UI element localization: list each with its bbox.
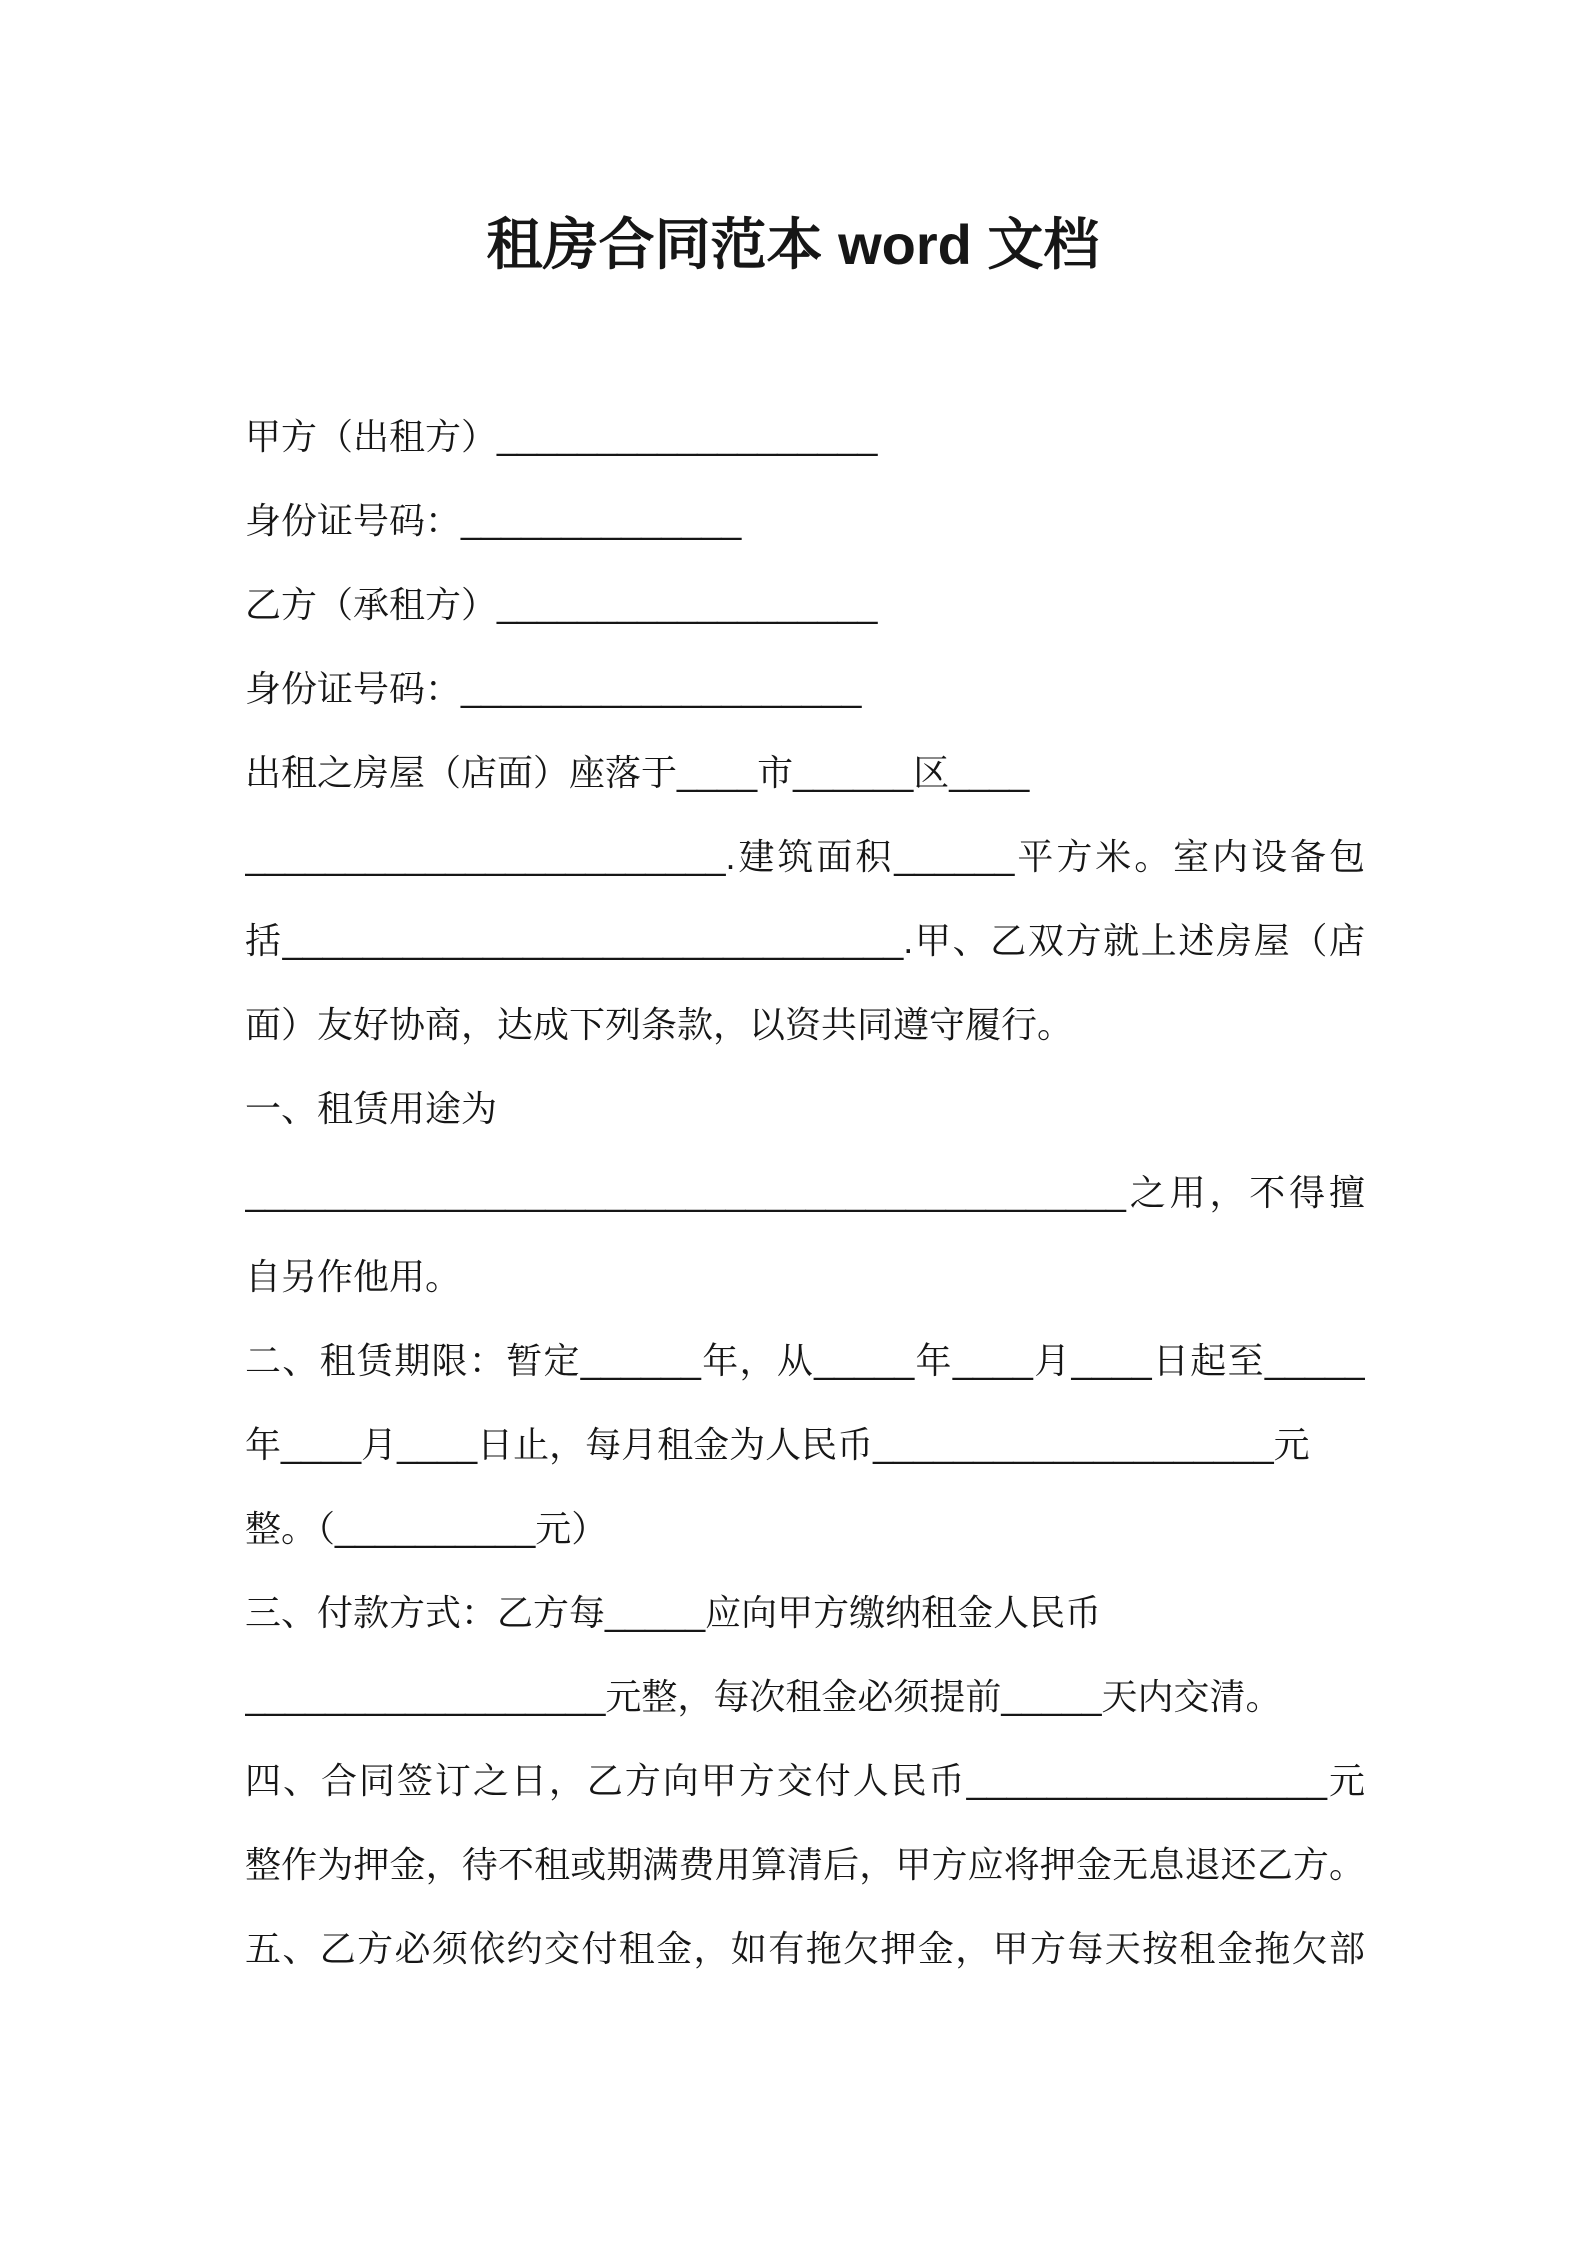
property-location-line: 出租之房屋（店面）座落于____市______区____ bbox=[245, 752, 1030, 793]
clause-2-term-line: 二、租赁期限：暂定______年，从_____年____月____日起至_____ bbox=[245, 1340, 1365, 1381]
clause-4-deposit-line: 四、合同签订之日，乙方向甲方交付人民币__________________元 bbox=[245, 1760, 1365, 1801]
agreement-intro-line: 面）友好协商，达成下列条款，以资共同遵守履行。 bbox=[245, 1004, 1074, 1045]
clause-2-rent-amount-line: 整。（__________元） bbox=[245, 1508, 608, 1549]
document-title: 租房合同范本 word 文档 bbox=[486, 213, 1100, 276]
property-area-line: ________________________.建筑面积______平方米。室内设备包 bbox=[245, 836, 1365, 877]
lessee-line: 乙方（承租方）___________________ bbox=[245, 584, 878, 625]
lessor-id-line: 身份证号码：______________ bbox=[245, 500, 742, 541]
clause-1-purpose-line: ____________________________________________之用，不得擅 bbox=[245, 1172, 1365, 1213]
clause-5-line: 五、乙方必须依约交付租金，如有拖欠押金，甲方每天按租金拖欠部 bbox=[245, 1928, 1365, 1969]
clause-3-payment-line: 三、付款方式：乙方每_____应向甲方缴纳租金人民币 bbox=[245, 1592, 1102, 1633]
lessee-id-line: 身份证号码：____________________ bbox=[245, 668, 862, 709]
clause-1-heading: 一、租赁用途为 bbox=[245, 1088, 498, 1129]
property-equipment-line: 括_______________________________.甲、乙双方就上述房屋（店 bbox=[245, 920, 1365, 961]
lessor-line: 甲方（出租方）___________________ bbox=[245, 416, 878, 457]
contract-body bbox=[245, 395, 1365, 1991]
clause-2-rent-line: 年____月____日止，每月租金为人民币____________________元 bbox=[245, 1424, 1310, 1465]
clause-3-deadline-line: __________________元整，每次租金必须提前_____天内交清。 bbox=[245, 1676, 1282, 1717]
clause-4-refund-line: 整作为押金，待不租或期满费用算清后，甲方应将押金无息退还乙方。 bbox=[245, 1844, 1365, 1885]
clause-1-restriction-line: 自另作他用。 bbox=[245, 1256, 462, 1297]
